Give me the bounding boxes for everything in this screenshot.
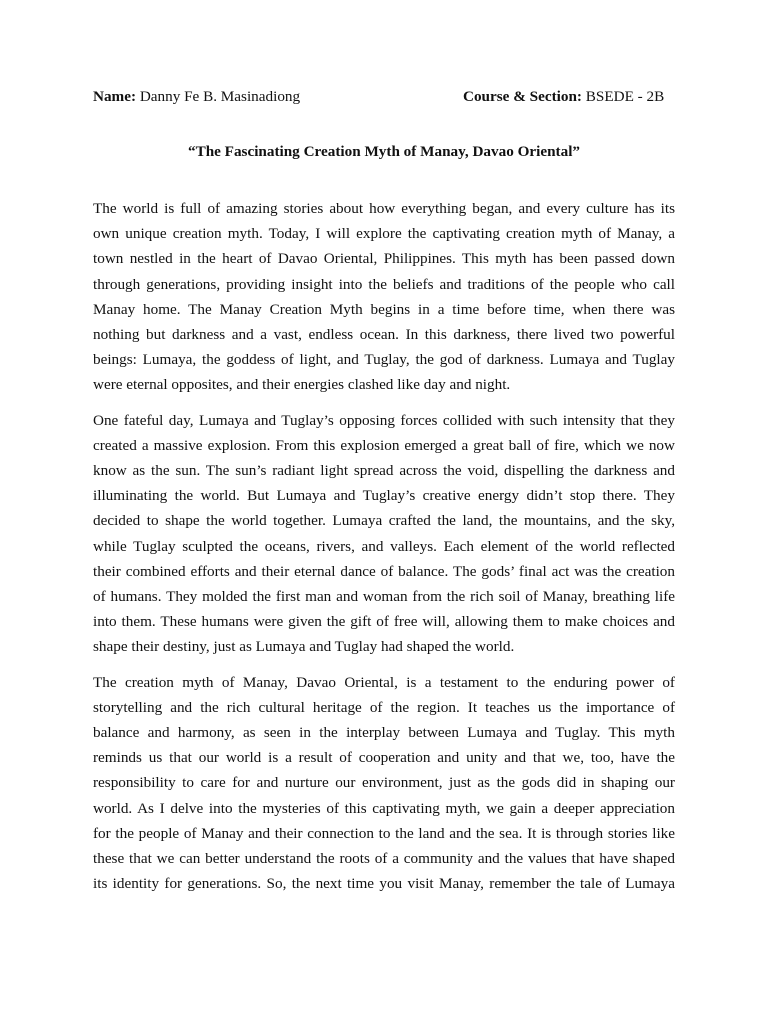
text-line: balance and harmony, as seen in the interplay between Lumaya and Tuglay. This myth	[93, 724, 675, 742]
text-line: through generations, providing insight into the beliefs and traditions of the people who call	[93, 275, 675, 293]
text-line: their combined efforts and their eternal dance of balance. The gods’ final act was the creation	[93, 562, 675, 580]
text-line: of humans. They molded the first man and woman from the rich soil of Manay, breathing life	[93, 588, 675, 606]
paragraph-1	[93, 196, 675, 398]
text-line: shape their destiny, just as Lumaya and Tuglay had shaped the world.	[93, 638, 515, 656]
essay-body	[93, 196, 675, 906]
text-line: its identity for generations. So, the next time you visit Manay, remember the tale of Lumaya	[93, 875, 675, 893]
text-line: illuminating the world. But Lumaya and Tuglay’s creative energy didn’t stop there. They	[93, 487, 675, 505]
text-line: nothing but darkness and a vast, endless ocean. In this darkness, there lived two powerful	[93, 326, 675, 344]
paragraph-3	[93, 670, 675, 897]
text-line: beings: Lumaya, the goddess of light, and Tuglay, the god of darkness. Lumaya and Tuglay	[93, 351, 675, 369]
name-label: Name:	[93, 88, 137, 105]
text-line: own unique creation myth. Today, I will explore the captivating creation myth of Manay, a	[93, 225, 675, 243]
course-label: Course & Section:	[463, 88, 582, 105]
text-line: know as the sun. The sun’s radiant light spread across the void, dispelling the darkness and	[93, 462, 675, 480]
text-line: these that we can better understand the roots of a community and the values that have shaped	[93, 850, 675, 868]
text-line: for the people of Manay and their connection to the land and the sea. It is through stories like	[93, 824, 675, 842]
text-line: reminds us that our world is a result of cooperation and unity and that we, too, have the	[93, 749, 675, 767]
text-line: town nestled in the heart of Davao Oriental, Philippines. This myth has been passed down	[93, 250, 675, 268]
text-line: One fateful day, Lumaya and Tuglay’s opposing forces collided with such intensity that they	[93, 411, 675, 429]
text-line: responsibility to care for and nurture our environment, just as the gods did in shaping our	[93, 774, 675, 792]
course-value: BSEDE - 2B	[581, 88, 665, 105]
name-value: Danny Fe B. Masinadiong	[136, 88, 301, 105]
text-line: into them. These humans were given the gift of free will, allowing them to make choices and	[93, 613, 675, 631]
text-line: created a massive explosion. From this explosion emerged a great ball of fire, which we now	[93, 436, 675, 454]
student-name	[93, 86, 300, 108]
document-header	[93, 86, 675, 108]
course-section	[463, 86, 664, 108]
text-line: while Tuglay sculpted the oceans, rivers, and valleys. Each element of the world reflected	[93, 537, 675, 555]
text-line: world. As I delve into the mysteries of this captivating myth, we gain a deeper appreciation	[93, 799, 675, 817]
text-line: decided to shape the world together. Lumaya crafted the land, the mountains, and the sky,	[93, 512, 675, 530]
paragraph-2	[93, 408, 675, 660]
text-line: The world is full of amazing stories about how everything began, and every culture has its	[93, 200, 675, 217]
text-line: Manay home. The Manay Creation Myth begins in a time before time, when there was	[93, 300, 675, 318]
text-line: The creation myth of Manay, Davao Oriental, is a testament to the enduring power of	[93, 673, 675, 691]
essay-title: “The Fascinating Creation Myth of Manay, Davao Oriental”	[187, 143, 581, 160]
text-line: were eternal opposites, and their energies clashed like day and night.	[93, 376, 511, 394]
text-line: storytelling and the rich cultural heritage of the region. It teaches us the importance of	[93, 698, 675, 716]
